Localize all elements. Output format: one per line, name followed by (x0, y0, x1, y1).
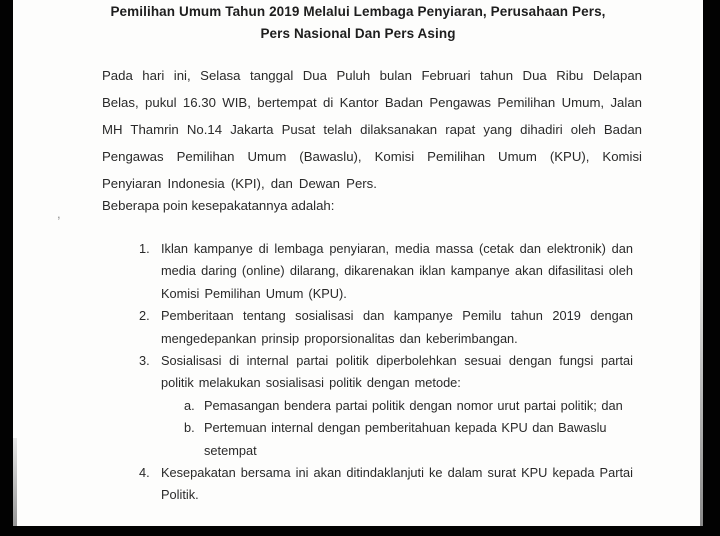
document-title (13, 1, 703, 45)
page-left-edge-shadow (13, 438, 17, 526)
list-item-4-number: 4. (139, 465, 150, 481)
document-page (13, 0, 703, 526)
sub-item-a-letter: a. (184, 397, 195, 413)
title-line-2: Pers Nasional Dan Pers Asing (260, 26, 456, 41)
list-item-3 (139, 350, 633, 395)
agreement-list (139, 238, 633, 507)
page-right-edge-shadow (700, 200, 703, 526)
sub-item-b-text: Pertemuan internal dengan pemberitahuan kepada KPU dan Bawaslu setempat (204, 420, 607, 458)
agreement-intro: Beberapa poin kesepakatannya adalah: (102, 198, 335, 213)
sub-item-b (184, 417, 633, 462)
sub-item-b-letter: b. (184, 420, 195, 436)
scan-speck-artifact: , (57, 206, 61, 221)
list-item-2-number: 2. (139, 308, 150, 324)
title-line-1: Pemilihan Umum Tahun 2019 Melalui Lembaga Penyiaran, Perusahaan Pers, (110, 4, 606, 19)
list-item-1-text: Iklan kampanye di lembaga penyiaran, media massa (cetak dan elektronik) dan media daring (online) dilarang, dikarenakan iklan kampanye akan difasilitasi oleh Komisi Pemilihan Umum (KPU). (161, 241, 633, 301)
list-item-4 (139, 462, 633, 507)
list-item-1-number: 1. (139, 241, 150, 256)
list-item-2 (139, 305, 633, 350)
sub-item-a (184, 395, 633, 417)
list-item-1 (139, 238, 633, 305)
opening-paragraph: Pada hari ini, Selasa tanggal Dua Puluh bulan Februari tahun Dua Ribu Delapan Belas, pukul 16.30 WIB, bertempat di Kantor Badan Pengawas Pemilihan Umum, Jalan MH Thamrin No.14 Jakarta Pusat telah dilaksanakan rapat yang dihadiri oleh Badan Pengawas Pemilihan Umum (Bawaslu), Komisi Pemilihan Umum (KPU), Komisi Penyiaran Indonesia (KPI), dan Dewan Pers. (102, 68, 642, 191)
sub-item-a-text: Pemasangan bendera partai politik dengan nomor urut partai politik; dan (204, 397, 623, 413)
list-item-4-text: Kesepakatan bersama ini akan ditindaklanjuti ke dalam surat KPU kepada Partai Politik. (161, 465, 633, 503)
list-item-3-text: Sosialisasi di internal partai politik diperbolehkan sesuai dengan fungsi partai politik melakukan sosialisasi politik dengan metode: (161, 353, 633, 391)
list-item-3-number: 3. (139, 353, 150, 369)
list-item-2-text: Pemberitaan tentang sosialisasi dan kampanye Pemilu tahun 2019 dengan mengedepankan prinsip proporsionalitas dan keberimbangan. (161, 308, 633, 346)
